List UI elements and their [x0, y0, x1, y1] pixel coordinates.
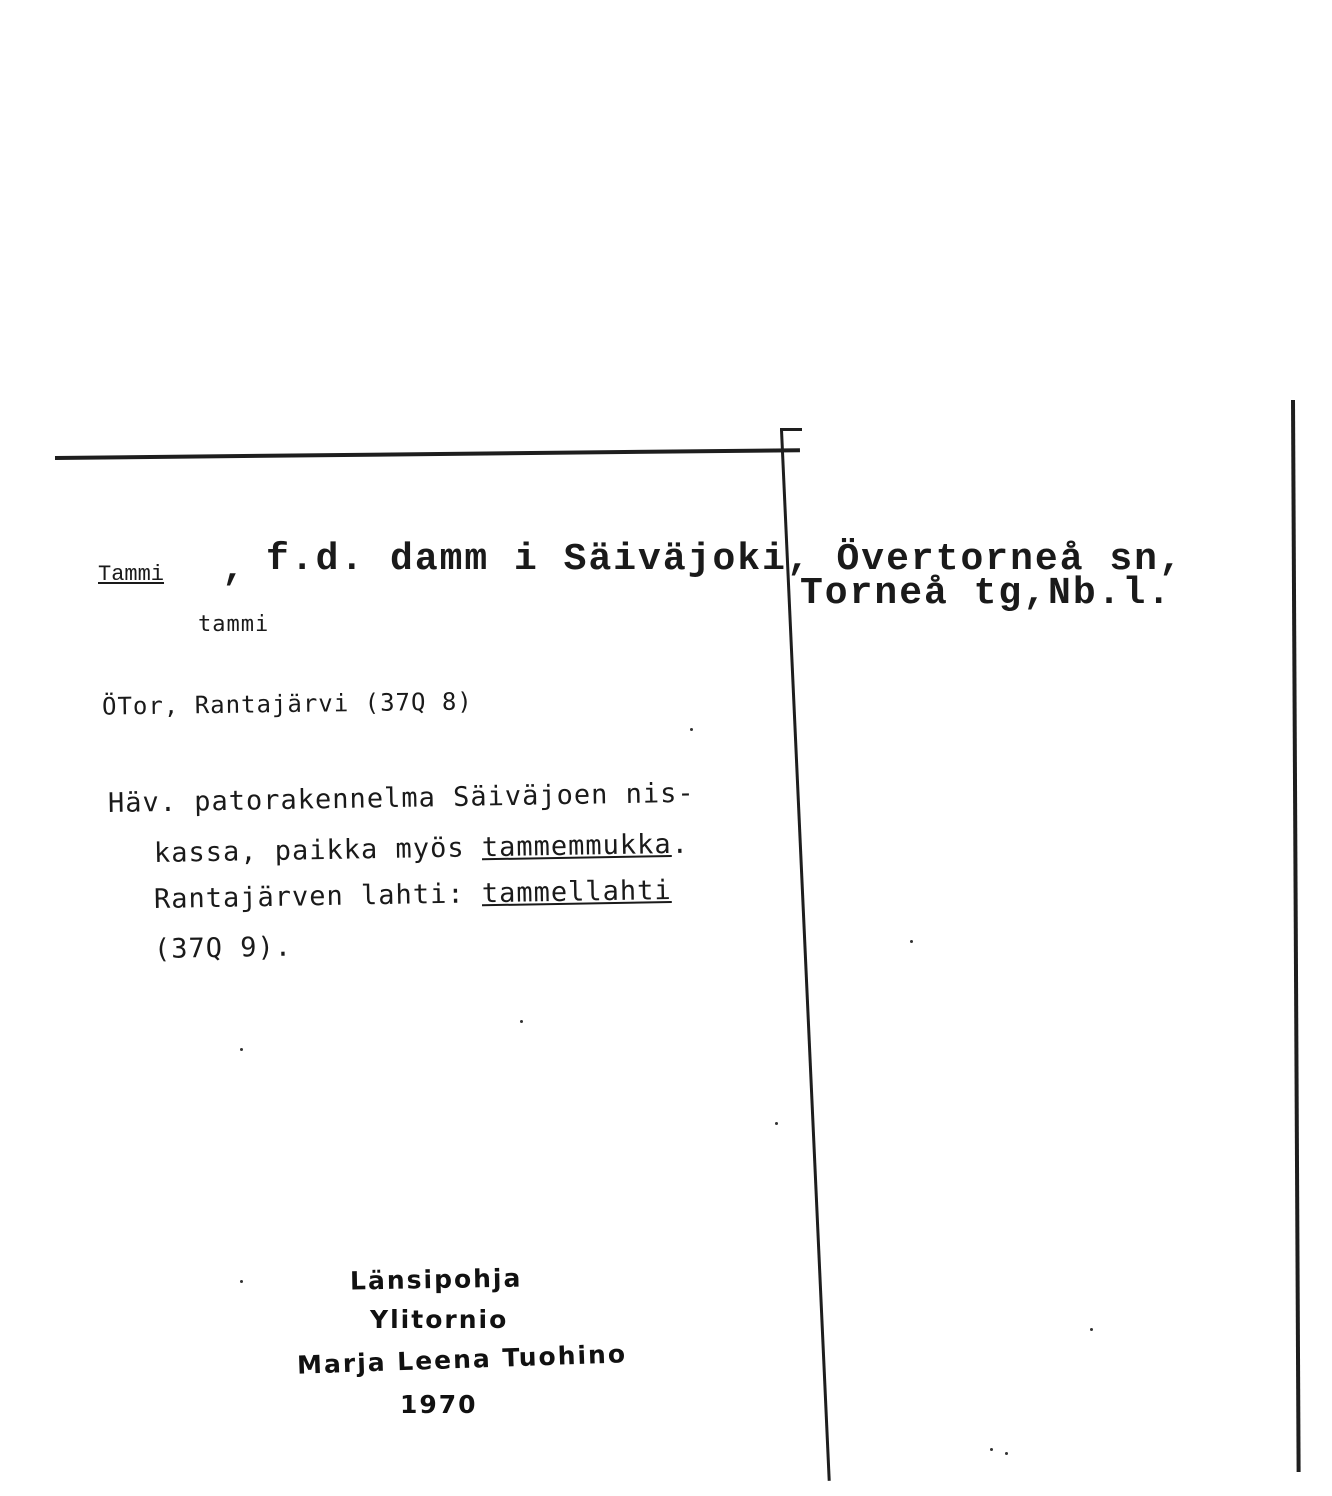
- term-tammellahti: tammellahti: [481, 874, 672, 910]
- stamp-year: 1970: [400, 1390, 478, 1419]
- stamp-collector: Marja Leena Tuohino: [296, 1339, 628, 1380]
- body-line-2-prefix: kassa, paikka myös: [153, 832, 483, 869]
- body-line-3-prefix: Rantajärven lahti:: [153, 878, 483, 915]
- heading-line-1: f.d. damm i Säiväjoki, Övertorneå sn,: [266, 538, 1184, 581]
- body-line-1: [108, 778, 695, 819]
- scan-speck: [240, 1048, 243, 1051]
- scan-speck: [990, 1448, 993, 1451]
- stamp-region: Länsipohja: [349, 1263, 523, 1296]
- corner-tick-line: [780, 428, 802, 431]
- scan-speck: [775, 1122, 778, 1125]
- right-edge-line: [1291, 400, 1301, 1472]
- body-line-2-suffix: .: [671, 828, 690, 860]
- scan-speck: [240, 1280, 243, 1283]
- scan-speck: [690, 728, 693, 731]
- heading-line-2: Torneå tg,Nb.l.: [800, 572, 1173, 615]
- location-line: ÖTor, Rantajärvi (37Q 8): [101, 687, 473, 721]
- normalized-form: tammi: [198, 612, 270, 637]
- scan-speck: [520, 1020, 523, 1023]
- body-line-1-text: Häv. patorakennelma Säiväjoen nis-: [107, 777, 695, 819]
- body-line-4-text: (37Q 9).: [153, 931, 293, 965]
- body-line-3: [154, 875, 672, 915]
- scan-speck: [1090, 1328, 1093, 1331]
- headword-comma: ,: [222, 548, 245, 591]
- top-rule-line: [55, 448, 800, 460]
- stamp-parish: Ylitornio: [370, 1305, 509, 1334]
- body-line-4: [154, 932, 293, 965]
- scan-speck: [910, 940, 913, 943]
- headword: Tammi: [98, 562, 165, 587]
- body-line-2: [154, 829, 689, 869]
- term-tammemmukka: tammemmukka: [481, 828, 672, 864]
- scan-speck: [1005, 1452, 1008, 1455]
